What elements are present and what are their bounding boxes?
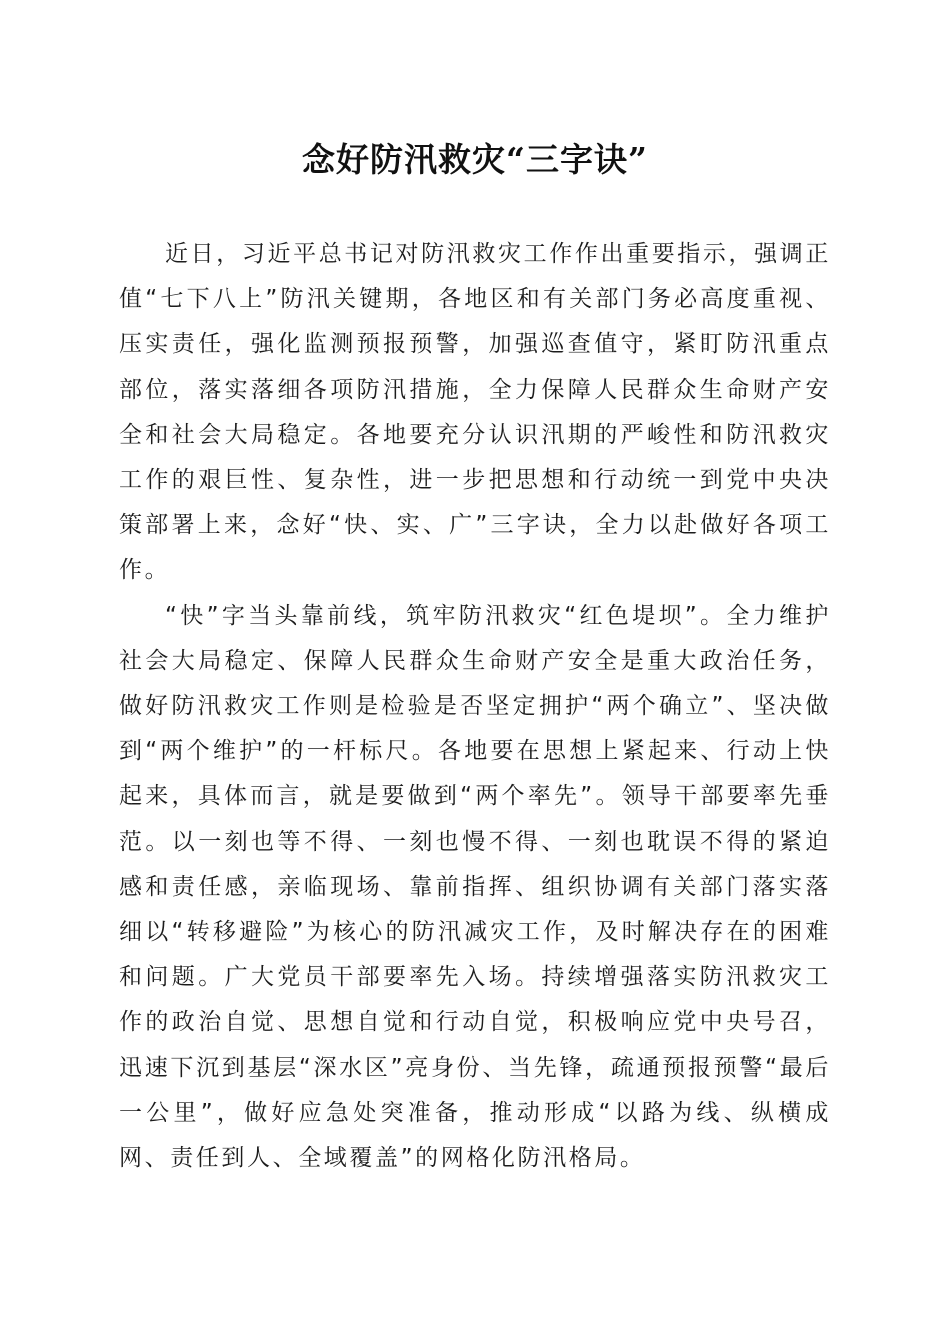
paragraph-intro: 近日，习近平总书记对防汛救灾工作作出重要指示，强调正值“七下八上”防汛关键期，各地区和有关部门务必高度重视、压实责任，强化监测预报预警，加强巡查值守，紧盯防汛重点部位，落实落细各项防汛措施，全力保障人民群众生命财产安全和社会大局稳定。各地要充分认识汛期的严峻性和防汛救灾工作的艰巨性、复杂性，进一步把思想和行动统一到党中央决策部署上来，念好“快、实、广”三字诀，全力以赴做好各项工作。 <box>119 241 831 584</box>
document-body <box>119 232 831 1181</box>
paragraph-kuai: “快”字当头靠前线，筑牢防汛救灾“红色堤坝”。全力维护社会大局稳定、保障人民群众生命财产安全是重大政治任务，做好防汛救灾工作则是检验是否坚定拥护“两个确立”、坚决做到“两个维护”的一杆标尺。各地要在思想上紧起来、行动上快起来，具体而言，就是要做到“两个率先”。领导干部要率先垂范。以一刻也等不得、一刻也慢不得、一刻也耽误不得的紧迫感和责任感，亲临现场、靠前指挥、组织协调有关部门落实落细以“转移避险”为核心的防汛减灾工作，及时解决存在的困难和问题。广大党员干部要率先入场。持续增强落实防汛救灾工作的政治自觉、思想自觉和行动自觉，积极响应党中央号召，迅速下沉到基层“深水区”亮身份、当先锋，疏通预报预警“最后一公里”，做好应急处突准备，推动形成“以路为线、纵横成网、责任到人、全域覆盖”的网格化防汛格局。 <box>119 602 831 1172</box>
document-title: 念好防汛救灾“三字诀” <box>302 140 648 179</box>
